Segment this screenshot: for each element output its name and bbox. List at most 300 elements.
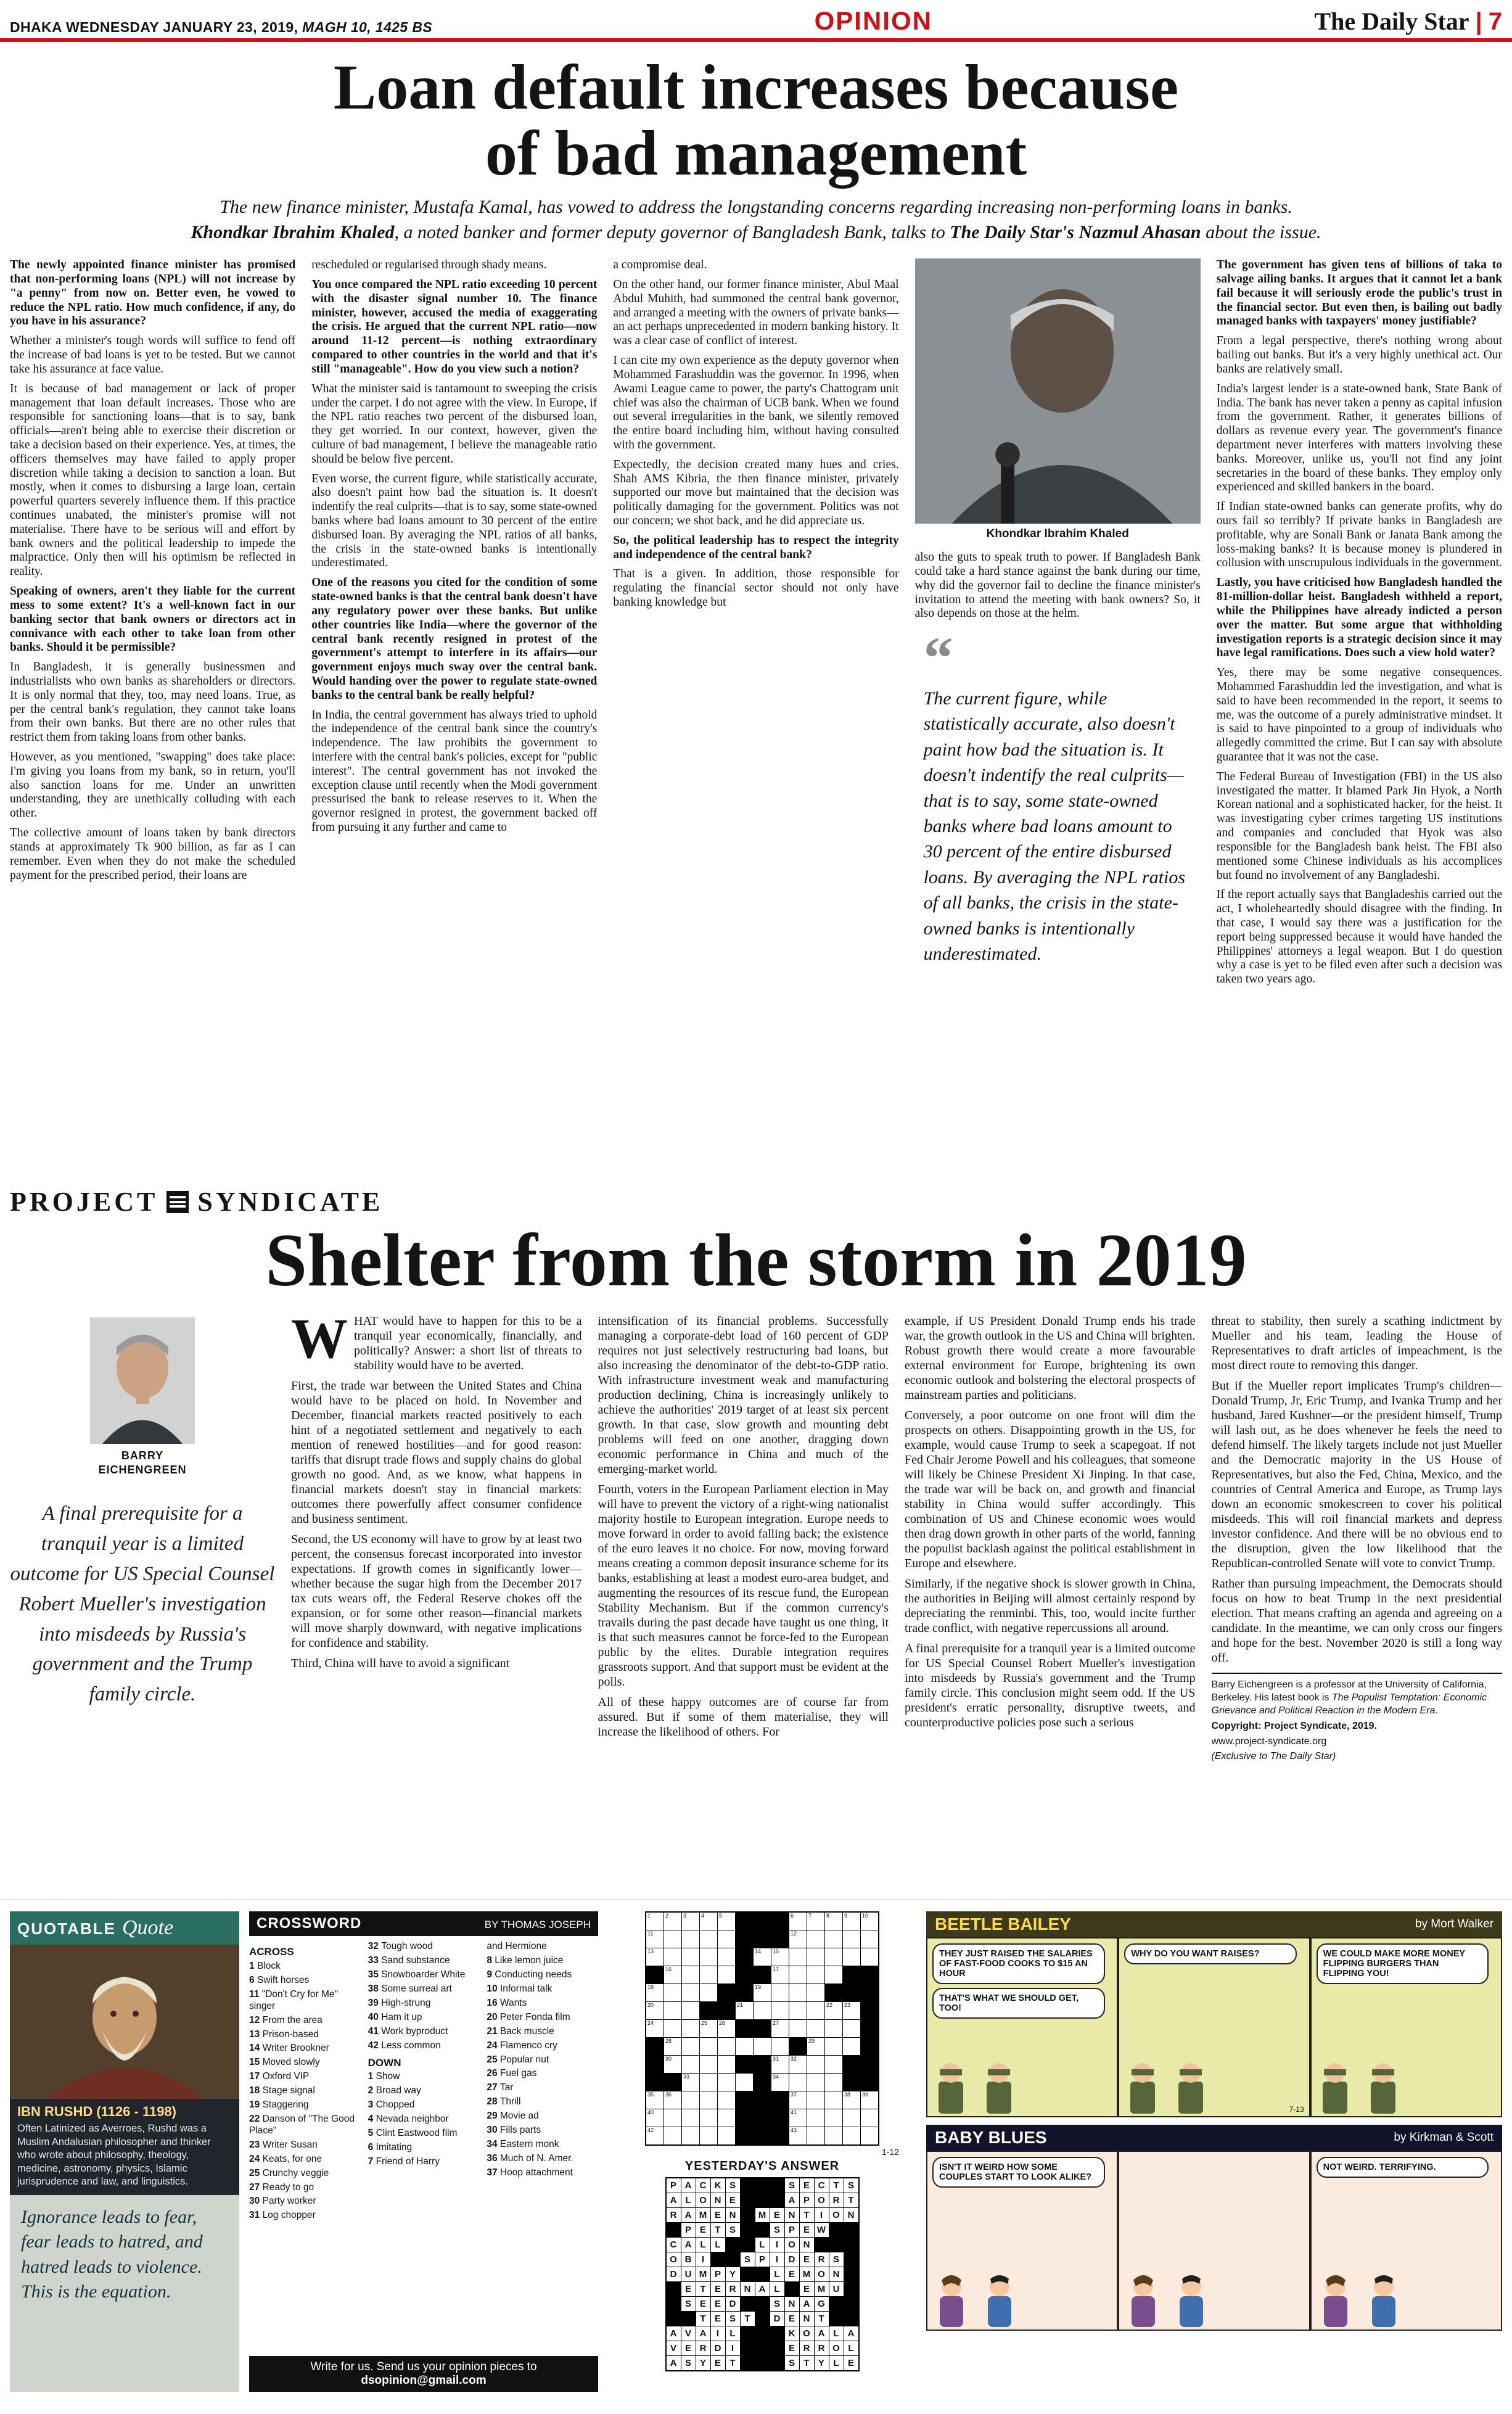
crossword-cell: E [800,2178,814,2193]
speech-bubble: ISN'T IT WEIRD HOW SOME COUPLES START TO LOOK ALIKE? [932,2157,1105,2188]
crossword-cell [843,2127,860,2144]
clue-number: 28 [487,2096,500,2107]
crossword-cell [807,2127,824,2144]
interview-question: One of the reasons you cited for the condition of some state-owned banks is that the central bank doesn't have any regulatory power over these banks. But unlike other countries like India—where the governor of the central bank recently resigned in protest of the government's attempt to interfere in its affairs—our government enjoys much sway over the central bank. Would handing over the power to regulate state-owned banks to the central bank be really helpful? [311,576,598,702]
crossword-cell [825,2074,842,2091]
crossword-cell: E [844,2356,858,2370]
clue-number: 25 [487,2054,500,2065]
syndicate-logo-icon [166,1191,189,1213]
khondkar-photo-image [915,258,1201,524]
crossword-cell [844,2282,858,2296]
interview-answer: What the minister said is tantamount to sweeping the crisis under the carpet. I do not agree with the view. In Europe, if the NPL ratio reaches two percent of the disbursed loan, they get worried. In our context, however, given the culture of bad management, I believe the manageable ratio should be below five percent. [311,382,598,466]
crossword-cell: D [726,2297,740,2311]
crossword-cell: 8 [825,1913,842,1930]
crossword-cell [861,2020,878,2037]
crossword-clue: 42 Less common [368,2040,441,2051]
paragraph: intensification of its financial problems. Successfully managing a corporate-debt load of 160 percent of GDP requires not just selectively restructuring bad loans, but also increasing the denominator of the debt-to-GDP ratio. With infrastructure investment weak and manufacturing production declining, China is increasingly unlikely to achieve the authorities' 2019 target of at least six percent growth. In that case, slow growth and mounting debt problems will feed on one another, dragging down economic performance in China and much of the emerging-market world. [598,1314,889,1477]
interview-question: So, the political leadership has to respect the integrity and independence of the central bank? [613,533,899,561]
clue-number: 16 [487,1997,500,2008]
crossword-cell: L [711,2238,725,2252]
crossword-clue: 26 Fuel gas [487,2068,537,2079]
photo-caption: Khondkar Ibrahim Khaled [986,527,1129,541]
crossword-cell: I [696,2252,710,2267]
clue-number: 38 [368,1984,382,1995]
crossword-clue: 36 Much of N. Amer. [487,2152,573,2164]
crossword-cell: E [711,2297,725,2311]
crossword-cell: A [681,2178,696,2193]
yesterdays-answer-grid [665,2177,860,2371]
crossword-cell: P [755,2252,770,2267]
comic-panel [1119,2152,1309,2330]
crossword-cell: T [844,2193,858,2207]
clue-number: 10 [487,1984,500,1995]
write-for-us-bar: Write for us. Send us your opinion pieces to dsopinion@gmail.com [249,2356,598,2392]
crossword-cell [741,2223,755,2237]
clue-number: 8 [487,1955,495,1966]
crossword-cell: T [800,2208,814,2222]
crossword-cell: 5 [718,1913,735,1930]
paragraph: Conversely, a poor outcome on one front will dim the prospects on others. Disappointing growth in the US, for example, would cause Trump to seek a scapegoat. If not Fed Chair Jerome Powell and his colleagues, that someone will likely be Chinese President Xi Jinping. In that case, the trade war will be back on, and growth and financial stability in China would suffer accordingly. This combination of US and Chinese economic woes would then drag down growth in other parts of the world, fanning the populist backlash against the political establishment in Europe and elsewhere. [905,1409,1196,1571]
crossword-cell [861,1966,878,1984]
crossword-cell [789,2002,807,2019]
clue-list-header: ACROSS [249,1946,294,1958]
quotable-header: QUOTABLE Quote [10,1911,239,1945]
interview-answer: Yes, there may be some negative consequences. Mohammed Farashuddin led the investigation, and what is said to have been recommended in the report, it seems to me, was the outcome of a purely administrative mindset. It is said to have pinpointed to a group of individuals who allegedly committed the crime. But I can say with absolute guarantee that it was not the case. [1216,666,1502,764]
crossword-clue: 39 High-strung [368,1997,431,2008]
crossword-cell [844,2238,858,2252]
crossword-cell [807,2056,824,2073]
lead-article-body [0,245,1512,1170]
paragraph: Fourth, voters in the European Parliament election in May will have to prevent the victory of a right-wing nationalist majority hostile to European integration. Europe needs to move forward in order to avoid falling back; the existence of the euro leaves it no choice. For now, moving forward means creating a common deposit insurance scheme for its banks, establishing at least a modest euro-area budget, and augmenting the resources of its rescue fund, the European Stability Mechanism. But if the common currency's travails during the past decade have taught us one thing, it is that such measures cannot be force-fed to the European public by the elites. Durable integration requires grassroots support. And that support must be evident at the polls. [598,1483,889,1689]
crossword-cell: L [755,2238,770,2252]
paragraph: Third, China will have to avoid a significant [291,1657,510,1671]
crossword-cell: 4 [700,1913,717,1930]
crossword-clue: 29 Movie ad [487,2111,539,2122]
crossword-cell: S [681,2356,696,2370]
crossword-cell: C [815,2178,829,2193]
crossword-cell [736,2020,753,2037]
crossword-cell [700,2038,717,2055]
crossword-clue: 6 Imitating [368,2141,413,2152]
crossword-cell [736,2038,753,2055]
interview-answer: In Bangladesh, it is generally businessmen and industrialists who own banks as shareholders or directors. It is only normal that they, too, may need loans. True, as per the central bank's regulation, they cannot take loans from their own banks. But there are no other rules that restrict them from taking loans from other banks. [10,661,296,744]
crossword-cell: L [829,2356,844,2370]
comic-panel [1312,1938,1501,2116]
crossword-cell: A [681,2208,696,2222]
crossword-cell [736,2091,753,2109]
clue-number: 29 [487,2111,500,2122]
clue-number: 24 [487,2040,500,2051]
crossword-cell [825,1948,842,1966]
crossword-cell: P [681,2223,696,2237]
crossword-cell: 38 [843,2091,860,2109]
crossword-cell [718,1930,735,1948]
article-column [10,258,295,1170]
interview-answer: I can cite my own experience as the deputy governor when Mohammed Farashuddin was the governor. In 1996, when Awami League came to power, the party's Chattogram unit chief was also the chairman of UCB bank. When we found out several irregularities in the bank, we silently removed the entire board including him, without having consulted with the government. [613,354,899,451]
crossword-clue: 27 Tar [487,2082,514,2093]
clue-number: 27 [487,2082,500,2093]
crossword-cell [682,2038,699,2055]
crossword-clue: 19 Staggering [249,2099,309,2111]
ibn-rushd-portrait-image [10,1945,239,2099]
baby-blues-header: BABY BLUES by Kirkman & Scott [926,2125,1502,2151]
crossword-cell: D [667,2267,681,2281]
crossword-cell: S [741,2252,755,2267]
crossword-clue: and Hermione [487,1941,547,1952]
speech-bubble: NOT WEIRD. TERRIFYING. [1317,2157,1489,2178]
section-label: OPINION [814,6,932,35]
crossword-clue: 21 Back muscle [487,2025,554,2037]
crossword-cell [741,2297,755,2311]
crossword-cell [844,2267,858,2281]
crossword-cell: 42 [646,2127,664,2144]
interview-answer: That is a given. In addition, those responsible for regulating the financial sector should not only have banking knowledge but [613,567,899,609]
dateline-date: DHAKA WEDNESDAY JANUARY 23, 2019, [10,19,298,35]
article-column [1212,1314,1503,1893]
crossword-cell: E [785,2312,799,2326]
ibn-rushd-portrait [10,1945,239,2099]
interview-answer: a compromise deal. [613,258,707,272]
crossword-cell: 14 [754,1948,771,1966]
crossword-cell: E [800,2282,814,2296]
crossword-cell [755,2356,770,2370]
crossword-cell [664,2074,681,2091]
crossword-cell: S [726,2223,740,2237]
crossword-cell [843,2074,860,2091]
interview-answer: Expectedly, the decision created many hues and cries. Shah AMS Kibria, the then finance minister, privately supported our move but maintained that the decision was politically damaging for the government. Politics was not our concern; we shot back, and he did appreciate us. [613,458,899,528]
crossword-cell: I [815,2208,829,2222]
crossword-cell [825,2056,842,2073]
crossword-cell: A [667,2193,681,2207]
paragraph: Second, the US economy will have to grow by at least two percent, the consensus forecast incorporated into investor expectations. If growth comes in significantly lower—whether because the sugar high from the December 2017 tax cuts wears off, the Federal Reserve chokes off the expansion, or for some other reason—financial markets will move sharply downward, with negative implications for confidence and stability. [291,1533,582,1650]
clue-number: 1 [368,2071,376,2082]
crossword-cell: T [815,2312,829,2326]
crossword-cell: O [829,2208,844,2222]
crossword-cell: 2 [664,1913,681,1930]
speech-bubble: THAT'S WHAT WE SHOULD GET, TOO! [932,1988,1105,2019]
clue-number: 30 [249,2196,263,2207]
crossword-cell: N [800,2238,814,2252]
crossword-clue: 32 Tough wood [368,1941,433,1952]
quotable-name: IBN RUSHD (1126 - 1198) [17,2104,176,2120]
crossword-cell [667,2297,681,2311]
crossword-cell [789,1966,807,1984]
crossword-cell: 12 [789,1930,807,1948]
interview-answer: rescheduled or regularised through shady means. [311,258,547,272]
crossword-cell [700,2109,717,2127]
crossword-cell: 16 [664,1966,681,1984]
crossword-cell: E [785,2267,799,2281]
crossword-cell [736,1966,753,1984]
crossword-clues [249,1936,598,2352]
khondkar-photo [915,258,1201,524]
beetle-bailey-strip [926,1911,1502,2117]
crossword-cell [741,2208,755,2222]
crossword-clue: 25 Crunchy veggie [249,2167,329,2178]
clue-number: 12 [249,2014,263,2025]
crossword-cell [771,2091,789,2109]
crossword-cell [682,2002,699,2019]
crossword-cell [825,2091,842,2109]
crossword-cell: 13 [646,1948,664,1966]
crossword-cell [736,2109,753,2127]
crossword-cell: I [726,2341,740,2355]
crossword-cell [682,2020,699,2037]
paragraph: threat to stability, then surely a scathing indictment by Mueller and his team, leading the House of Representatives to draft articles of impeachment, is the most direct route to removing this danger. [1211,1314,1502,1373]
crossword-cell: P [711,2267,725,2281]
crossword-clue: 25 Popular nut [487,2054,549,2065]
crossword-cell [807,2020,824,2037]
crossword-cell: 29 [807,2038,824,2055]
lead-pull-quote-text: The current figure, while statistically accurate, also doesn't paint how bad the situation is. It doesn't indentify the real culprits—that is to say, some state-owned banks where bad loans amount to 30 percent of the entire disbursed loans. By averaging the NPL ratios of all banks, the crisis in the state-owned banks is intentionally underestimated. [923,688,1186,964]
crossword-cell [861,2074,878,2091]
crossword-cell [736,2056,753,2073]
crossword-cell: A [681,2238,696,2252]
clue-number: 40 [368,2011,382,2022]
crossword-cell [664,2002,681,2019]
crossword-cell [736,2074,753,2091]
crossword-cell: S [829,2252,844,2267]
crossword-cell: G [815,2297,829,2311]
crossword-cell: A [815,2326,829,2341]
crossword-cell: Y [696,2356,710,2370]
crossword-cell: I [770,2238,784,2252]
masthead: The Daily Star [1314,7,1469,35]
crossword-cell [741,2238,755,2252]
clue-number: 17 [249,2071,263,2082]
article-column [291,1314,582,1893]
crossword-clue: 22 Danson of "The Good Place" [249,2114,355,2136]
crossword-cell [770,2193,784,2207]
crossword-cell [755,2297,770,2311]
crossword-cell: 32 [789,2056,807,2073]
syndicate-word-left: PROJECT [10,1187,158,1217]
crossword-cell [736,1930,753,1948]
crossword-cell: A [667,2326,681,2341]
crossword-cell [843,2020,860,2037]
crossword-cell: 30 [664,2056,681,2073]
beetle-bailey-header: BEETLE BAILEY by Mort Walker [926,1911,1502,1937]
crossword-cell: N [726,2208,740,2222]
crossword-cell [861,2038,878,2055]
quotable-quote-text: Ignorance leads to fear, fear leads to hatred, and hatred leads to violence. This is the equation. [10,2195,239,2392]
clue-number: 37 [487,2167,500,2178]
paragraph: Rather than pursuing impeachment, the Democrats should focus on how to beat Trump in the next presidential election. That means crafting an agenda and agreeing on a candidate. In the meantime, we can only cross our fingers and hope for the best. November 2020 is still a long way off. [1211,1577,1502,1665]
interview-answer: The collective amount of loans taken by bank directors stands at approximately Tk 900 billion, as far as I can remember. Even when they do not make the scheduled payment for the prescribed period, their loans are [10,826,296,882]
crossword-cell: N [711,2193,725,2207]
crossword-cell: I [770,2252,784,2267]
crossword-clue: 9 Conducting needs [487,1969,572,1980]
dateline-bangla-date: MAGH 10, 1425 BS [298,19,433,35]
crossword-cell: 18 [646,1984,664,2001]
crossword-header: CROSSWORD BY THOMAS JOSEPH [249,1911,598,1936]
crossword-cell: R [815,2341,829,2355]
crossword-cell [807,1930,824,1948]
crossword-cell [771,1984,789,2001]
crossword-cell [682,2109,699,2127]
author-bio: Barry Eichengreen is a professor at the University of California, Berkeley. His latest book is The Populist Temptation: Economic Grievance and Political Reaction in the Modern Era. [1211,1679,1487,1716]
crossword-cell [700,2127,717,2144]
clue-number: 35 [368,1969,382,1980]
clue-number: 18 [249,2085,263,2096]
baby-blues-couple-icon [1125,2259,1218,2327]
crossword-cell [664,1930,681,1948]
lead-pull-quote [923,625,1192,966]
crossword-cell: N [785,2297,799,2311]
crossword-cell: U [829,2282,844,2296]
comic-panel [1312,2152,1501,2330]
article-column [915,258,1201,1170]
crossword-cell [664,1984,681,2001]
crossword-cell [771,2109,789,2127]
clue-number: 9 [487,1969,495,1980]
crossword-cell: 37 [789,2091,807,2109]
article-column [613,258,898,1170]
crossword-cell: E [696,2297,710,2311]
crossword-cell [741,2178,755,2193]
clue-number: 3 [368,2099,376,2111]
syndicate-url: www.project-syndicate.org [1211,1736,1327,1747]
crossword-clue: 30 Fills parts [487,2125,541,2136]
crossword-cell [789,1984,807,2001]
crossword-cell [843,1930,860,1948]
crossword-cell [700,1930,717,1948]
crossword-cell [736,1948,753,1966]
crossword-clue: 17 Oxford VIP [249,2071,310,2082]
crossword-cell: T [829,2178,844,2193]
crossword-cell [754,2091,771,2109]
crossword-cell [726,2252,740,2267]
crossword-cell: R [815,2252,829,2267]
paragraph: First, the trade war between the United States and China would have to be placed on hold. In November and December, financial markets reacted positively to each hint of a negotiated settlement and negatively to each mention of renewed hostilities—and for good reason: tariffs that disrupt trade flows and supply chains do global growth no good. And, as we know, what happens in financial markets doesn't stay in financial markets: outcomes there powerfully affect consumer confidence and business sentiment. [291,1379,582,1526]
crossword-cell: O [829,2341,844,2355]
crossword-cell [789,2038,807,2055]
crossword-cell [861,2002,878,2019]
crossword-cell [741,2326,755,2341]
crossword-cell [807,1948,824,1966]
crossword-cell: R [696,2341,710,2355]
crossword-cell: 7 [807,1913,824,1930]
clue-number: 21 [487,2025,500,2037]
crossword-clue: 40 Ham it up [368,2011,422,2022]
clue-number: 41 [368,2025,382,2037]
crossword-cell: 31 [771,2056,789,2073]
crossword-cell: E [711,2312,725,2326]
crossword-cell: K [711,2178,725,2193]
crossword-cell [718,2127,735,2144]
crossword-cell: A [667,2356,681,2370]
baby-blues-couple-icon [1318,2259,1410,2327]
crossword-grids [608,1911,916,2392]
interview-answer: It is because of bad management or lack of proper management that loan default increases. Those who are responsible for sanctioning loans—that is to say, bank officials—aren't being able to exercise their discretion or take a decision based on their experience. Yes, at times, the officers themselves may have failed to apply proper discretion while taking a decision to sanction a loan. But mostly, when it comes to disbursing a large loan, certain powerful quarters severely influence them. If this practice continues unabated, the minister's promise will not materialise. There have to be serious will and effort by bank owners and the political leadership to impede the malpractice. Only then will his optimism be reflected in reality. [10,382,296,579]
clue-number: 11 [249,1988,262,2000]
crossword-cell: 19 [754,1984,771,2001]
crossword-cell [771,2002,789,2019]
crossword-clue: 8 Like lemon juice [487,1955,564,1966]
crossword-clue: 18 Stage signal [249,2085,315,2096]
crossword-cell: L [770,2282,784,2296]
crossword-cell: R [726,2282,740,2296]
crossword-cell: O [815,2193,829,2207]
comic-panel [1119,1938,1309,2116]
author-portrait-image [90,1317,195,1444]
paragraph: example, if US President Donald Trump ends his trade war, the growth outlook in the US and China will brighten. Robust growth there would create a more favourable external environment for Europe, brightening its own economic outlook and bolstering the electoral prospects of mainstream parties and politicians. [905,1314,1196,1403]
interview-answer: also the guts to speak truth to power. If Bangladesh Bank could take a hard stance against the bank during our time, why did the governor fail to decline the finance minister's invitation to attend the meeting with bank owners? So, it also depends on those at the helm. [914,551,1201,620]
crossword-cell: 21 [736,2002,753,2019]
crossword-cell: O [815,2267,829,2281]
paragraph: A final prerequisite for a tranquil year is a limited outcome for US Special Counsel Robert Mueller's investigation into misdeeds by Russia's government and the Trump family circle. This conclusion might seem odd. If the US president's erratic personality, disruptive tweets, and counterproductive policies pose such a serious [905,1642,1196,1730]
crossword-section [249,1911,598,2392]
crossword-cell: L [770,2267,784,2281]
crossword-cell: C [696,2178,710,2193]
crossword-cell [754,1913,771,1930]
crossword-clue: 5 Clint Eastwood film [368,2127,458,2138]
interview-answer: On the other hand, our former finance minister, Abul Maal Abdul Muhith, had summoned the central bank governor, and arranged a meeting with the owners of private banks—an act perhaps unprecedented in modern banking history. It was a clear case of conflict of interest. [613,278,899,348]
crossword-cell [700,2002,717,2019]
crossword-cell: S [770,2297,784,2311]
article-column [1217,258,1502,1170]
clue-number: 2 [368,2085,376,2096]
clue-number: 33 [368,1955,382,1966]
crossword-cell: 9 [843,1913,860,1930]
crossword-cell [807,2074,824,2091]
crossword-cell [664,2127,681,2144]
crossword-cell [843,2038,860,2055]
project-syndicate-bar [0,1170,1512,1217]
crossword-cell [718,2038,735,2055]
crossword-cell: L [844,2341,858,2355]
crossword-cell [667,2312,681,2326]
crossword-cell [741,2267,755,2281]
crossword-cell [754,2109,771,2127]
crossword-cell: E [711,2282,725,2296]
crossword-clue: 37 Hoop attachment [487,2167,573,2178]
interviewee-name: Khondkar Ibrahim Khaled [191,221,395,242]
crossword-cell: U [681,2267,696,2281]
comics-column [926,1911,1502,2392]
crossword-cell [807,1984,824,2001]
crossword-cell [682,2127,699,2144]
strip-date: 7-13 [1289,2105,1304,2114]
crossword-cell [718,2074,735,2091]
quotable-quote-box [10,1911,239,2392]
copyright-line: Copyright: Project Syndicate, 2019. [1211,1720,1378,1731]
crossword-cell: 39 [861,2091,878,2109]
crossword-cell: 24 [646,2020,664,2037]
crossword-cell: R [800,2341,814,2355]
crossword-cell: 33 [682,2074,699,2091]
crossword-cell [807,2109,824,2127]
crossword-cell: M [696,2208,710,2222]
crossword-cell: 40 [646,2109,664,2127]
crossword-cell: N [844,2208,858,2222]
crossword-cell [771,1930,789,1948]
crossword-cell [843,2056,860,2073]
crossword-cell [770,2326,784,2341]
clue-number: 30 [487,2125,500,2136]
crossword-cell [667,2223,681,2237]
crossword-cell [754,2127,771,2144]
standfirst-line2: Khondkar Ibrahim Khaled, a noted banker and former deputy governor of Bangladesh Bank, talks to The Daily Star's Nazmul Ahasan about the issue. [191,221,1321,242]
storm-pull-quote: A final prerequisite for a tranquil year is a limited outcome for US Special Counsel Robert Mueller's investigation into misdeeds by Russia's government and the Trump family circle. [10,1502,275,1706]
crossword-clue: 11 "Don't Cry for Me" singer [249,1988,339,2011]
quote-mark-icon: “ [923,625,953,691]
crossword-clue: 14 Writer Brookner [249,2043,329,2054]
crossword-cell: 27 [771,2020,789,2037]
clue-number: 39 [368,1997,382,2008]
crossword-cell [807,2002,824,2019]
crossword-cell: T [800,2356,814,2370]
